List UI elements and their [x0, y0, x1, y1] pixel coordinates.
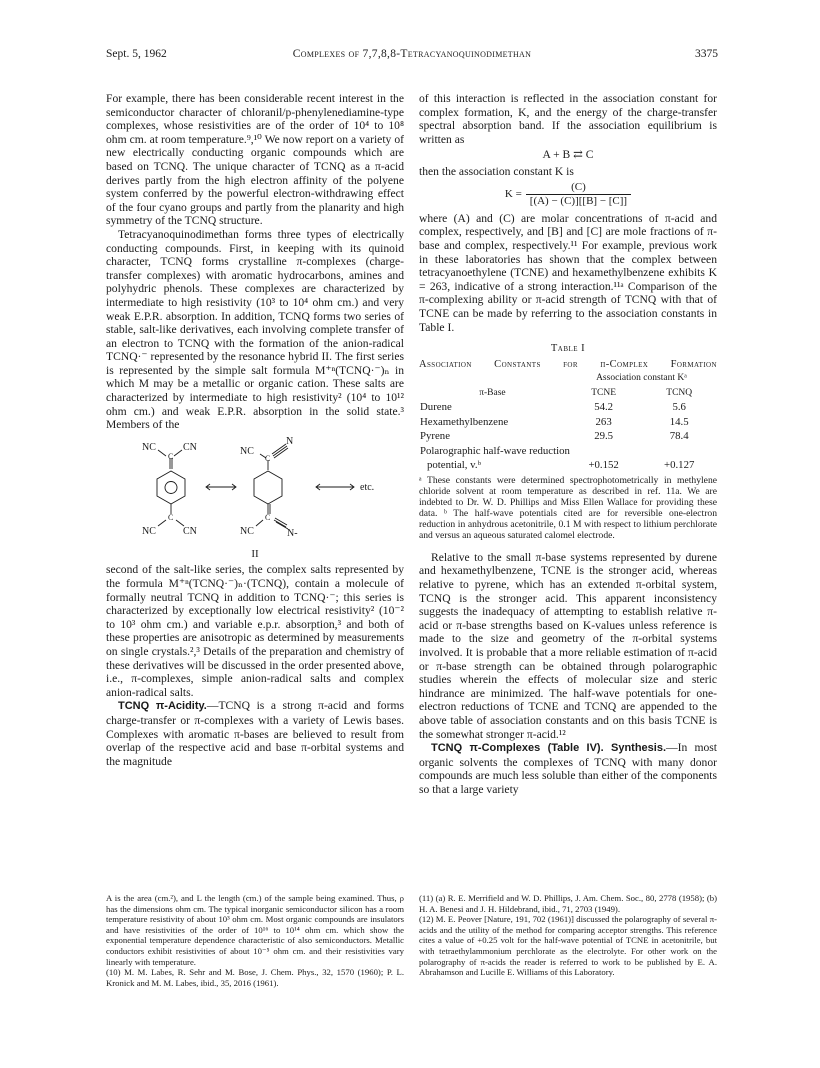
nc-label: NC: [240, 525, 254, 537]
left-column: [106, 92, 404, 768]
equation-numerator: (C): [526, 181, 631, 196]
paragraph: second of the salt-like series, the complex salts represented by the formula M⁺ⁿ(TCNQ·⁻)ₙ·(TCNQ), contain a molecule of formally neutral TCNQ in addition to TCNQ·⁻; this series is characterized by exceptionally low electrical resistivity² (10⁻² to 10³ ohm cm.) and variable e.p.r. absorption,³ and both of these properties are anisotropic as determined by measurements on single crystals.²,³ Details of the preparation and chemistry of these derivatives will be discussed in the order presented above, i.e., π-complexes, simple anion-radical salts and complex anion-radical salts.: [106, 563, 404, 699]
table-row: potential, v.ᵇ +0.152 +0.127: [427, 459, 695, 472]
footnote: (11) (a) R. E. Merrifield and W. D. Phillips, J. Am. Chem. Soc., 80, 2778 (1958); (b) H. A. Benesi and J. H. Hildebrand, ibid., 71, 2703 (1949).: [419, 893, 717, 914]
table-group-header: Association constant Kᵃ: [596, 373, 687, 384]
footnotes-right: [419, 893, 717, 978]
paragraph: Tetracyanoquinodimethan forms three types of electrically conducting compounds. First, in keeping with its quinoid character, TCNQ forms crystalline π-complexes (charge-transfer complexes) with aromatic hydrocarbons, amines and polyhydric phenols. These complexes are characterized by intermediate to high resistivity (10³ to 10⁴ ohm cm.) and very weak E.P.R. absorption. In addition, TCNQ forms two series of stable, salt-like derivatives, each involving complete transfer of an electron to TCNQ with the formation of the anion-radical TCNQ·⁻ represented by the resonance hybrid II. The first series is represented by the simple salt formula M⁺ⁿ(TCNQ·⁻)ₙ in which M may be a metallic or organic cation. These salts are characterized by intermediate to high resistivity² (10⁴ to 10¹² ohm cm.) and weak E.P.R. absorption in the solid state.³ Members of the: [106, 227, 404, 432]
paragraph: then the association constant K is: [419, 164, 574, 178]
header-date: Sept. 5, 1962: [106, 48, 167, 60]
c-label: C: [168, 451, 174, 461]
nc-label: NC: [142, 441, 156, 453]
table-footnote: ᵃ These constants were determined spectrophotometrically in methylene chloride solvent at room temperature as described in ref. 11a. We are indebted to Dr. W. D. Phillips and Miss Ellen Wallace for providing these data. ᵇ The half-wave potentials cited are for reversible one-electron reduction in anhydrous acetonitrile, 0.1 M with respect to lithium perchlorate and versus an aqueous saturated calomel electrode.: [419, 474, 717, 541]
tcnq-anion-radical-diagram: [106, 436, 404, 546]
right-column: [419, 92, 717, 796]
column-header: TCNE: [591, 387, 617, 398]
c-label: C: [265, 453, 271, 463]
footnotes-left: [106, 893, 404, 988]
figure-label: II: [251, 547, 259, 560]
paragraph: For example, there has been considerable recent interest in the semiconductor character of chloranil/p-phenylenediamine-type complexes, whose resistivities are of the order of 10⁴ to 10⁸ ohm cm. at room temperature.⁹,¹⁰ We now report on a variety of new electrically conducting organic compounds which are based on TCNQ. The unique character of TCNQ as a π-acid derives partly from the high electron affinity of the polyene system conferred by the powerful electron-withdrawing effect of the four cyano groups and partly from the planarity and high symmetry of the TCNQ structure.: [106, 92, 404, 228]
c-label: C: [168, 512, 174, 522]
resonance-structure-figure: [106, 436, 404, 546]
paragraph: TCNQ π-Acidity.—TCNQ is a strong π-acid and forms charge-transfer or π-complexes with a variety of Lewis bases. Complexes with aromatic π-bases are believed to result from overlap of the respective acid and base π-orbital systems and the magnitude: [106, 699, 404, 768]
section-heading: TCNQ π-Acidity.: [118, 700, 207, 713]
nc-label: NC: [240, 445, 254, 457]
table-row: Durene 54.2 5.6: [420, 401, 686, 414]
cn-label: CN: [183, 525, 197, 537]
table-label: Table I: [550, 343, 586, 355]
page-number: 3375: [695, 48, 718, 60]
running-header: [106, 48, 718, 64]
cn-label: CN: [183, 441, 197, 453]
column-header: π-Base: [479, 387, 506, 398]
table-row: Hexamethylbenzene 263 14.5: [420, 415, 689, 428]
paragraph: Relative to the small π-base systems represented by durene and hexamethylbenzene, TCNE is the stronger acid, whereas relative to pyrene, which has an extended π-orbital system, TCNQ is the stronger acid. This apparent inconsistency suggests the inadequacy of attempting to establish relative π-acid or π-base strengths based on K-values unless reference is made to the size and geometry of the π-orbital systems involved. It is probable that a more reliable estimation of π-acid or π-base strength can be obtained through polarographic studies wherein the effects of molecular size and steric hindrance are minimized. The half-wave potentials for one-electron reductions of TCNE and TCNQ are appended to the above table of association constants and on this basis TCNE is the somewhat stronger π-acid.¹²: [419, 550, 717, 741]
n-minus-label: N-: [287, 527, 298, 539]
n-label: N: [286, 435, 294, 447]
paragraph: TCNQ π-Complexes (Table IV). Synthesis.—In most organic solvents the complexes of TCNQ with many donor compounds are much less soluble than either of the components so that a large variety: [419, 741, 717, 796]
table-caption: Association Constants for π-Complex Formation: [419, 358, 717, 370]
association-constants-table: [419, 371, 717, 473]
equilibrium-equation: A + B ⇄ C: [542, 148, 594, 162]
paragraph: where (A) and (C) are molar concentrations of π-acid and complex, respectively, and [B] and [C] are mole fractions of π-base and complex, respectively.¹¹ For example, previous work in these laboratories has shown that the complex between tetracyanoethylene (TCNE) and hexamethylbenzene exhibits K = 263, indicative of a strong interaction.¹¹ᵃ Comparison of the π-complexing ability or π-acid strength of TCNQ with that of TCNE can be made by referring to the association constants in Table I.: [419, 211, 717, 334]
nc-label: NC: [142, 525, 156, 537]
paragraph: of this interaction is reflected in the association constant for complex formation, K, and the energy of the charge-transfer spectral absorption band. If the association equilibrium is written as: [419, 92, 717, 146]
header-title: Complexes of 7,7,8,8-Tetracyanoquinodimethan: [292, 48, 532, 60]
c-label: C: [265, 512, 271, 522]
footnote: (10) M. M. Labes, R. Sehr and M. Bose, J. Chem. Phys., 32, 1570 (1960); P. L. Kronick and M. M. Labes, ibid., 35, 2016 (1961).: [106, 967, 404, 988]
column-header: TCNQ: [666, 387, 693, 398]
etc-label: etc.: [360, 481, 375, 493]
table-row: Pyrene 29.5 78.4: [420, 430, 689, 443]
table-row: Polarographic half-wave reduction: [420, 444, 570, 457]
section-heading: TCNQ π-Complexes (Table IV). Synthesis.: [431, 742, 667, 755]
footnote: (12) M. E. Peover [Nature, 191, 702 (1961)] discussed the polarography of several π-acids and the utility of the method for comparing acceptor strengths. This reference cites a value of +0.25 volt for the half-wave potential of TCNE in acetonitrile, but with tetraethylammonium perchlorate as the electrolyte. For other work on the polarography of π-acids the reader is referred to work to be published by E. A. Abrahamson and Lucille E. Williams of this Laboratory.: [419, 914, 717, 978]
equation-denominator: [(A) − (C)][[B] − [C]]: [529, 195, 628, 208]
footnote: A is the area (cm.²), and L the length (cm.) of the sample being examined. Thus, ρ has the dimensions ohm cm. The typical inorganic semiconductor silicon has a room temperature resistivity of about 10³ ohm cm. Most organic compounds are insulators and have resistivities of the order of 10¹⁶ to 10¹⁴ ohm cm. which show the exponential temperature dependence characteristic of also semiconductors. Metallic conductors exhibit resistivities of about 10⁻⁵ ohm cm. and their resistivities vary linearly with temperature.: [106, 893, 404, 967]
association-constant-equation: K = $\frac{(C)}{[(A) - (C)][[B] - [C]]}$: [419, 181, 717, 209]
